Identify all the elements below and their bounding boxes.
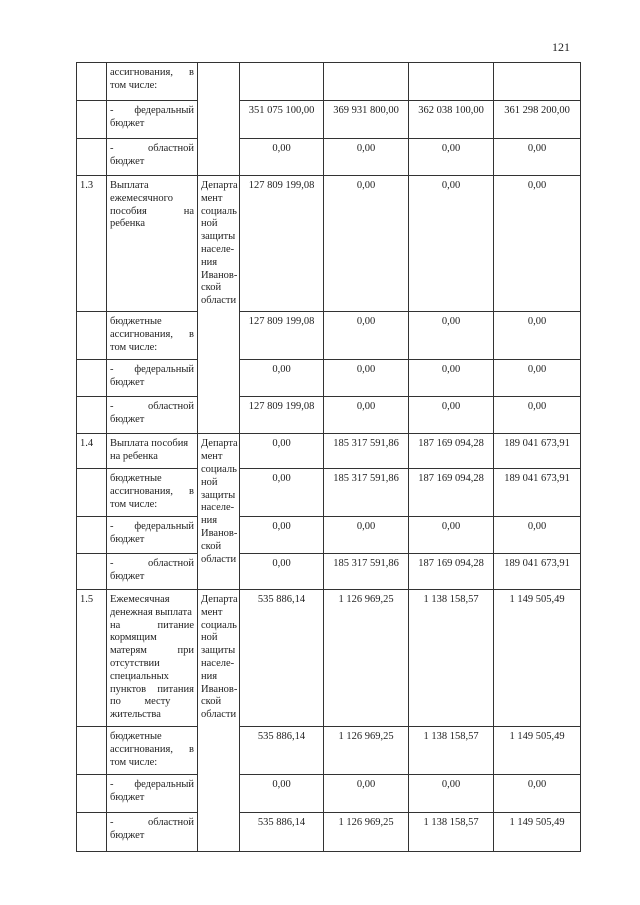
row-name-cell (107, 397, 198, 434)
value-cell-year-4: 189 041 673,91 (494, 554, 581, 590)
executor-cell (198, 63, 240, 176)
name-line: ассигнования, в (110, 743, 194, 755)
row-number-cell (77, 312, 107, 360)
name-line: кормящим (110, 632, 157, 644)
value-cell-year-1: 0,00 (240, 517, 324, 554)
value-cell-year-2: 0,00 (324, 775, 409, 813)
value-cell-year-3: 187 169 094,28 (409, 434, 494, 469)
name-line: - федеральный (110, 364, 194, 376)
table-row (77, 139, 581, 176)
row-number-cell: 1.4 (77, 434, 107, 469)
name-line: на ребенка (110, 451, 158, 463)
value-cell-year-1: 127 809 199,08 (240, 176, 324, 312)
value-cell-year-3: 362 038 100,00 (409, 101, 494, 139)
value-cell-year-4 (494, 63, 581, 101)
name-line: бюджетные (110, 316, 162, 328)
value-cell-year-1: 0,00 (240, 775, 324, 813)
value-cell-year-4: 189 041 673,91 (494, 434, 581, 469)
row-name-cell (107, 517, 198, 554)
name-line: ассигнования, в (110, 485, 194, 497)
row-number-cell (77, 63, 107, 101)
row-number-cell (77, 101, 107, 139)
table-row (77, 101, 581, 139)
value-cell-year-1: 0,00 (240, 360, 324, 397)
value-cell-year-1: 127 809 199,08 (240, 312, 324, 360)
value-cell-year-3: 1 138 158,57 (409, 590, 494, 727)
name-line: Ежемесячная (110, 594, 170, 606)
table-row (77, 775, 581, 813)
value-cell-year-2: 0,00 (324, 360, 409, 397)
value-cell-year-4: 0,00 (494, 775, 581, 813)
table-row (77, 397, 581, 434)
name-line: ежемесячного (110, 192, 173, 204)
row-name-cell (107, 775, 198, 813)
value-cell-year-1: 535 886,14 (240, 727, 324, 775)
row-number-cell (77, 397, 107, 434)
name-line: - областной (110, 817, 194, 829)
table-row (77, 727, 581, 775)
name-line: ребенка (110, 218, 145, 230)
name-line: том числе: (110, 498, 158, 510)
table-row (77, 312, 581, 360)
name-line: - федеральный (110, 521, 194, 533)
table-row (77, 434, 581, 469)
row-number-cell (77, 139, 107, 176)
name-line: бюджет (110, 414, 145, 426)
value-cell-year-3: 0,00 (409, 139, 494, 176)
name-line: бюджет (110, 377, 145, 389)
name-line: пунктов питания (110, 683, 194, 695)
value-cell-year-2: 0,00 (324, 139, 409, 176)
value-cell-year-2: 185 317 591,86 (324, 554, 409, 590)
name-line: бюджет (110, 570, 145, 582)
executor-cell: Департа мент социаль ной защиты населе- ния Иванов- ской области (198, 176, 240, 312)
name-line: по месту (110, 696, 171, 708)
executor-cell (198, 727, 240, 852)
value-cell-year-3 (409, 63, 494, 101)
value-cell-year-1: 0,00 (240, 139, 324, 176)
value-cell-year-2: 185 317 591,86 (324, 434, 409, 469)
name-line: бюджет (110, 155, 145, 167)
name-line: бюджетные (110, 731, 162, 743)
value-cell-year-4: 361 298 200,00 (494, 101, 581, 139)
value-cell-year-1: 0,00 (240, 554, 324, 590)
name-line: ассигнования, в (110, 329, 194, 341)
row-number-cell (77, 813, 107, 852)
value-cell-year-2 (324, 63, 409, 101)
table-row (77, 360, 581, 397)
value-cell-year-3: 0,00 (409, 176, 494, 312)
value-cell-year-2: 185 317 591,86 (324, 469, 409, 517)
name-line: ассигнования, в (110, 67, 194, 78)
value-cell-year-3: 0,00 (409, 360, 494, 397)
value-cell-year-3: 0,00 (409, 397, 494, 434)
name-line: - областной (110, 401, 194, 413)
value-cell-year-3: 0,00 (409, 517, 494, 554)
value-cell-year-4: 1 149 505,49 (494, 727, 581, 775)
value-cell-year-4: 1 149 505,49 (494, 813, 581, 852)
name-line: бюджетные (110, 473, 162, 485)
value-cell-year-3: 1 138 158,57 (409, 813, 494, 852)
name-line: - областной (110, 143, 194, 154)
executor-cell: Департа мент социаль ной защиты населе- ния Иванов- ской области (198, 590, 240, 727)
row-number-cell (77, 727, 107, 775)
value-cell-year-2: 1 126 969,25 (324, 590, 409, 727)
row-number-cell (77, 469, 107, 517)
value-cell-year-2: 369 931 800,00 (324, 101, 409, 139)
value-cell-year-3: 0,00 (409, 775, 494, 813)
value-cell-year-4: 0,00 (494, 139, 581, 176)
table-row (77, 469, 581, 517)
row-name-cell (107, 312, 198, 360)
row-number-cell (77, 775, 107, 813)
row-number-cell (77, 360, 107, 397)
table-body (77, 63, 581, 852)
table-row (77, 176, 581, 312)
name-line: бюджет (110, 533, 145, 545)
row-name-cell (107, 469, 198, 517)
table-row (77, 554, 581, 590)
value-cell-year-1: 535 886,14 (240, 590, 324, 727)
value-cell-year-3: 1 138 158,57 (409, 727, 494, 775)
value-cell-year-4: 0,00 (494, 397, 581, 434)
name-line: - областной (110, 558, 194, 570)
row-name-cell (107, 139, 198, 176)
row-number-cell (77, 517, 107, 554)
name-line: - федеральный (110, 105, 194, 116)
executor-cell (198, 312, 240, 434)
row-name-cell (107, 176, 198, 312)
value-cell-year-2: 0,00 (324, 397, 409, 434)
table-row (77, 63, 581, 101)
name-line: жительства (110, 709, 161, 721)
value-cell-year-1: 535 886,14 (240, 813, 324, 852)
name-line: отсутствии (110, 658, 160, 670)
value-cell-year-4: 189 041 673,91 (494, 469, 581, 517)
value-cell-year-4: 0,00 (494, 312, 581, 360)
value-cell-year-4: 0,00 (494, 360, 581, 397)
table-row (77, 517, 581, 554)
name-line: Выплата пособия (110, 438, 189, 450)
row-name-cell (107, 434, 198, 469)
name-line: пособия на (110, 205, 194, 217)
value-cell-year-2: 1 126 969,25 (324, 813, 409, 852)
value-cell-year-2: 1 126 969,25 (324, 727, 409, 775)
value-cell-year-2: 0,00 (324, 176, 409, 312)
row-number-cell (77, 554, 107, 590)
name-line: том числе: (110, 756, 158, 768)
row-name-cell (107, 360, 198, 397)
table-row (77, 590, 581, 727)
row-name-cell (107, 813, 198, 852)
value-cell-year-3: 187 169 094,28 (409, 554, 494, 590)
name-line: денежная выплата (110, 606, 192, 618)
row-number-cell: 1.3 (77, 176, 107, 312)
name-line: Выплата (110, 180, 149, 191)
executor-cell: Департа мент социаль ной защиты населе- ния Иванов- ской области (198, 434, 240, 590)
row-name-cell (107, 554, 198, 590)
value-cell-year-1: 0,00 (240, 469, 324, 517)
name-line: матерям при (110, 645, 194, 657)
value-cell-year-3: 0,00 (409, 312, 494, 360)
name-line: - федеральный (110, 779, 194, 791)
name-line: бюджет (110, 117, 145, 129)
name-line: специальных (110, 670, 169, 682)
row-name-cell (107, 101, 198, 139)
name-line: том числе: (110, 342, 158, 354)
value-cell-year-1: 0,00 (240, 434, 324, 469)
row-name-cell (107, 727, 198, 775)
value-cell-year-2: 0,00 (324, 517, 409, 554)
name-line: бюджет (110, 829, 145, 841)
name-line: на питание (110, 619, 194, 631)
value-cell-year-4: 1 149 505,49 (494, 590, 581, 727)
value-cell-year-1: 127 809 199,08 (240, 397, 324, 434)
table-row (77, 813, 581, 852)
row-name-cell (107, 590, 198, 727)
value-cell-year-4: 0,00 (494, 176, 581, 312)
name-line: том числе: (110, 79, 158, 91)
value-cell-year-3: 187 169 094,28 (409, 469, 494, 517)
value-cell-year-1: 351 075 100,00 (240, 101, 324, 139)
value-cell-year-2: 0,00 (324, 312, 409, 360)
value-cell-year-4: 0,00 (494, 517, 581, 554)
value-cell-year-1 (240, 63, 324, 101)
row-number-cell: 1.5 (77, 590, 107, 727)
name-line: бюджет (110, 791, 145, 803)
row-name-cell (107, 63, 198, 101)
page-number: 121 (552, 40, 570, 54)
budget-table (76, 62, 581, 852)
